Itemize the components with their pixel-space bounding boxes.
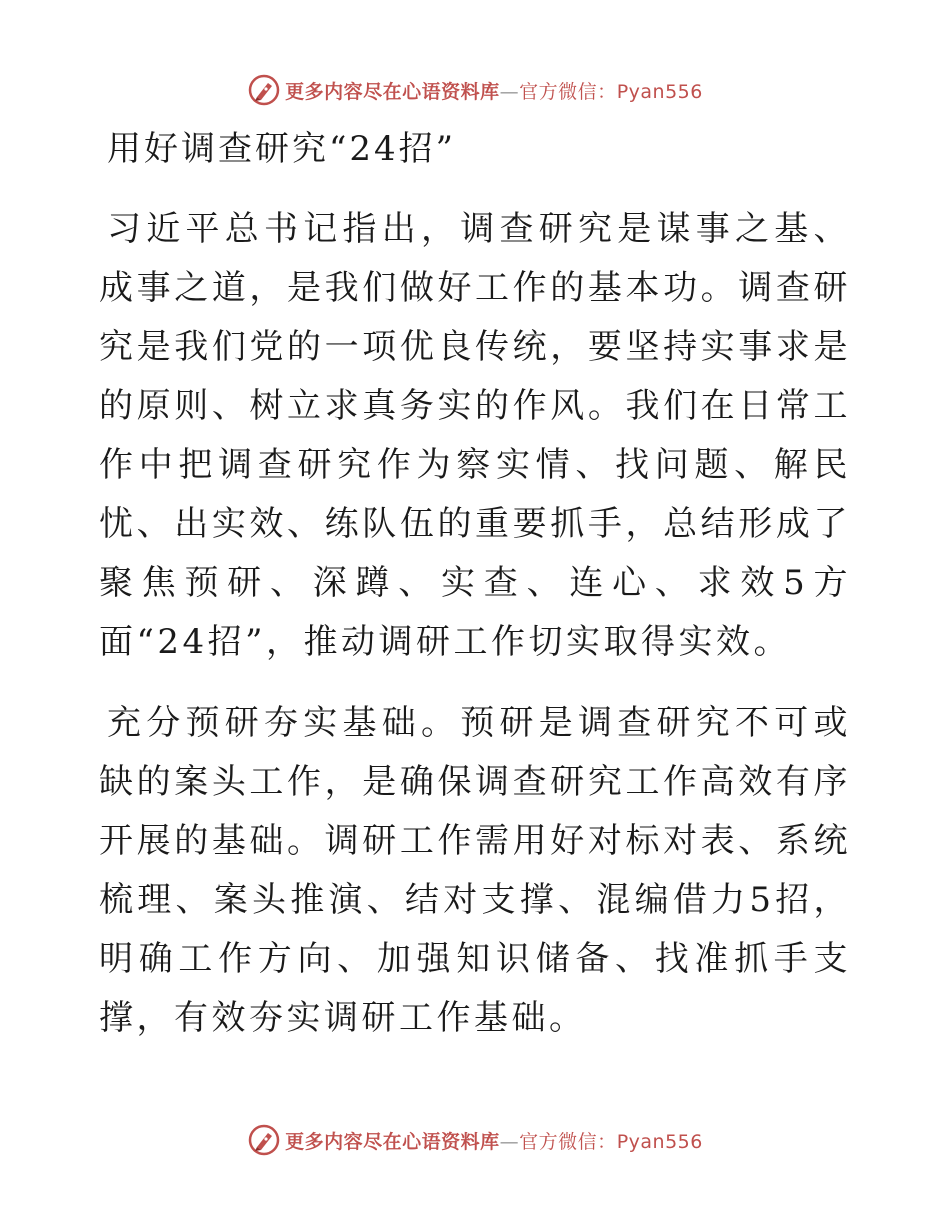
footer-watermark bbox=[0, 1120, 950, 1160]
watermark-channel: 官方微信： bbox=[519, 80, 617, 103]
watermark-brand: 更多内容尽在心语资料库 bbox=[285, 80, 500, 103]
pen-nib-circle-icon bbox=[247, 1123, 281, 1157]
watermark-channel: 官方微信： bbox=[519, 1130, 617, 1153]
paragraph-intro: 习近平总书记指出，调查研究是谋事之基、成事之道，是我们做好工作的基本功。调查研究是我们党的一项优良传统，要坚持实事求是的原则、树立求真务实的作风。我们在日常工作中把调查研究作为察实情、找问题、解民忧、出实效、练队伍的重要抓手，总结形成了聚焦预研、深蹲、实查、连心、求效5方面“24招”，推动调研工作切实取得实效。 bbox=[99, 209, 851, 662]
watermark-separator: — bbox=[499, 1130, 520, 1153]
document-title: 用好调查研究“24招” bbox=[107, 129, 457, 169]
watermark-text bbox=[285, 1127, 703, 1154]
watermark-handle: Pyan556 bbox=[616, 80, 703, 103]
watermark-handle: Pyan556 bbox=[616, 1130, 703, 1153]
watermark-text bbox=[285, 77, 703, 104]
watermark-brand: 更多内容尽在心语资料库 bbox=[285, 1130, 500, 1153]
pen-nib-circle-icon bbox=[247, 73, 281, 107]
document-body bbox=[99, 118, 851, 1070]
watermark-separator: — bbox=[499, 80, 520, 103]
header-watermark bbox=[0, 70, 950, 110]
paragraph-pre-research: 充分预研夯实基础。预研是调查研究不可或缺的案头工作，是确保调查研究工作高效有序开展的基础。调研工作需用好对标对表、系统梳理、案头推演、结对支撑、混编借力5招，明确工作方向、加强知识储备、找准抓手支撑，有效夯实调研工作基础。 bbox=[99, 703, 851, 1038]
